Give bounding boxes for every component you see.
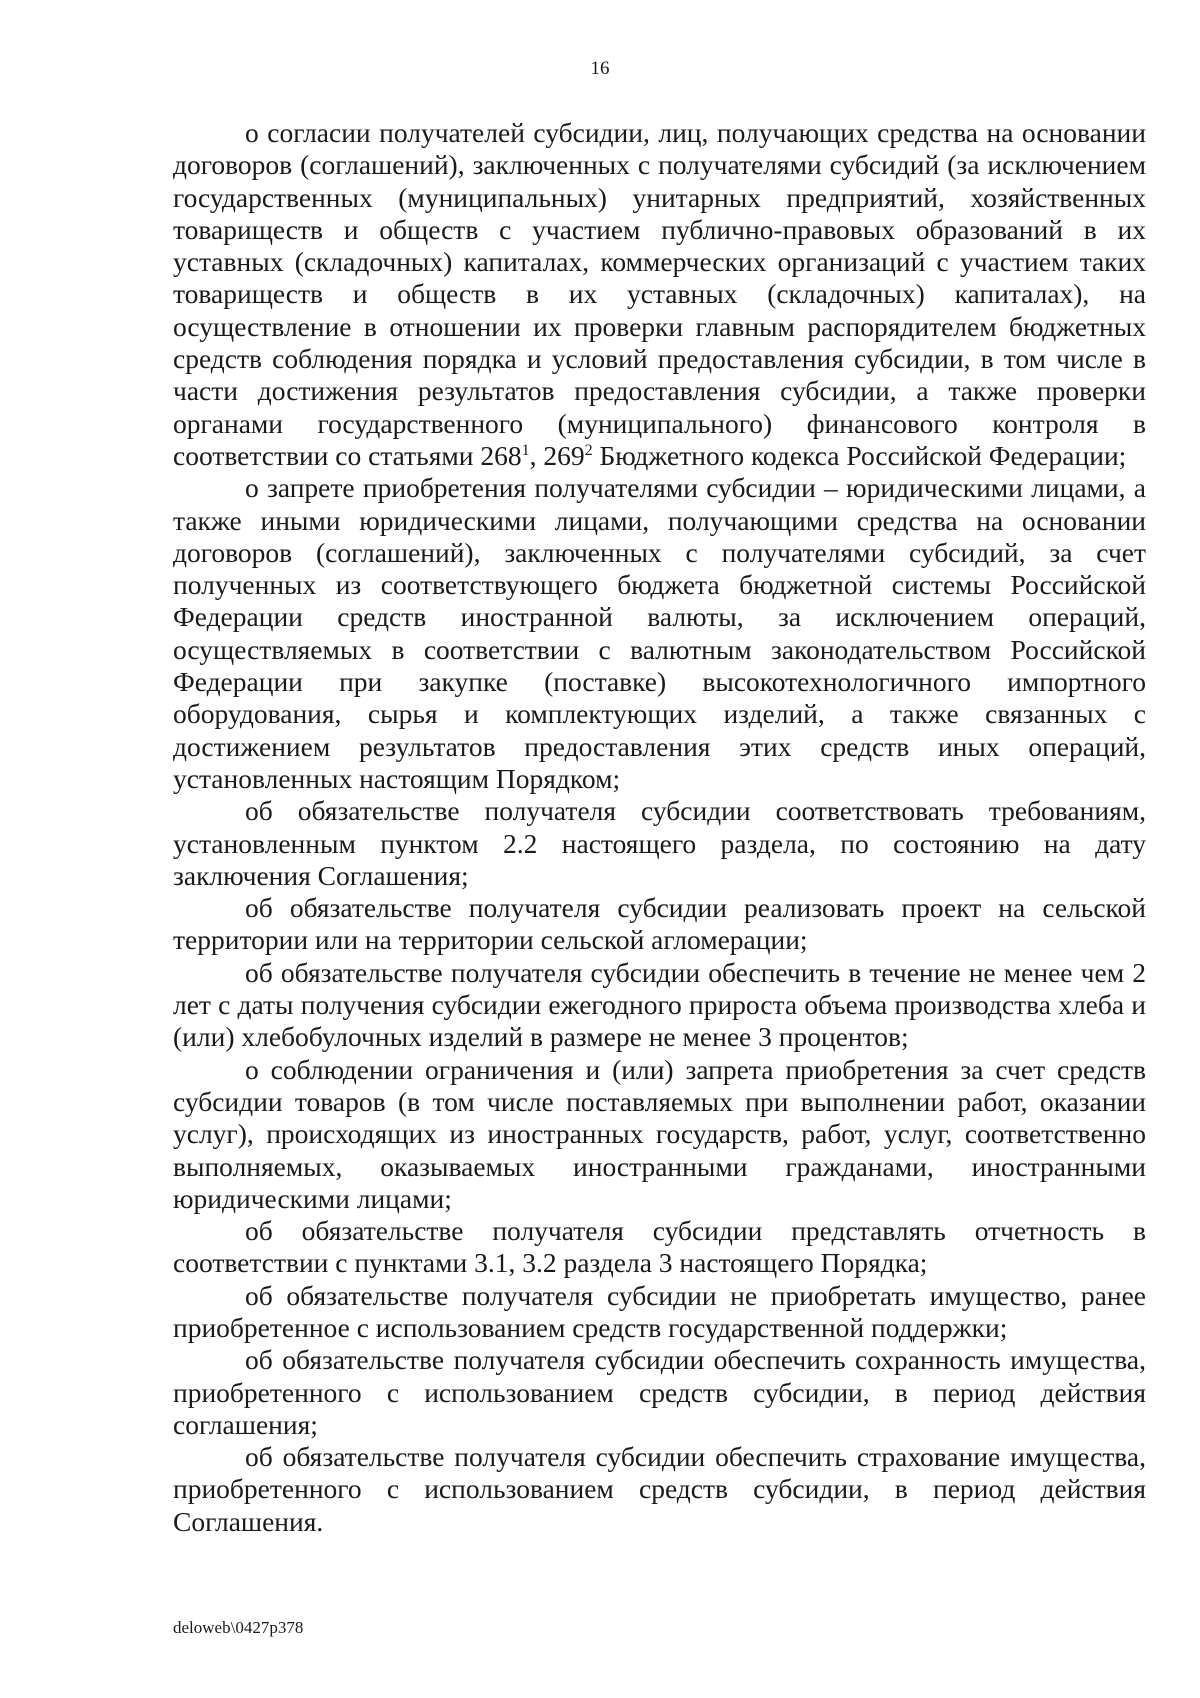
paragraph-property-safety: об обязательстве получателя субсидии обеспечить сохранность имущества, приобретенного с использованием средств субсидии, в период действия соглашения; (173, 1344, 1146, 1440)
superscript-2: 2 (584, 441, 593, 459)
footer-document-code: deloweb\0427p378 (173, 1618, 304, 1637)
superscript-1: 1 (521, 441, 530, 459)
paragraph-text: о согласии получателей субсидии, лиц, получающих средства на основании договоров (соглашений), заключенных с получателями субсидий (за исключением государственных (муниципальных) унитарных предприятий, хозяйственных товариществ и обществ с участием публично-правовых образований в их уставных (складочных) капиталах, коммерческих организаций с участием таких товариществ и обществ в их уставных (складочных) капиталах), на осуществление в отношении их проверки главным распорядителем бюджетных средств соблюдения порядка и условий предоставления субсидии, в том числе в части достижения результатов предоставления субсидии, а также проверки органами государственного (муниципального) финансового контроля в соответствии со статьями 268 (173, 117, 1146, 471)
body-text (173, 117, 1146, 1538)
paragraph-currency-ban: о запрете приобретения получателями субсидии – юридическими лицами, а также иными юридическими лицами, получающими средства на основании договоров (соглашений), заключенных с получателями субсидий, за счет полученных из соответствующего бюджета бюджетной системы Российской Федерации средств иностранной валюты, за исключением операций, осуществляемых в соответствии с валютным законодательством Российской Федерации при закупке (поставке) высокотехнологичного импортного оборудования, сырья и комплектующих изделий, а также связанных с достижением результатов предоставления этих средств иных операций, установленных настоящим Порядком; (173, 472, 1146, 794)
paragraph-consent-to-inspection (173, 117, 1146, 472)
paragraph-property-insurance: об обязательстве получателя субсидии обеспечить страхование имущества, приобретенного с использованием средств субсидии, в период действия Соглашения. (173, 1441, 1146, 1537)
paragraph-requirements-compliance: об обязательстве получателя субсидии соответствовать требованиям, установленным пунктом 2.2 настоящего раздела, по состоянию на дату заключения Соглашения; (173, 795, 1146, 891)
page-number: 16 (590, 58, 610, 79)
paragraph-text-tail: Бюджетного кодекса Российской Федерации; (592, 439, 1127, 471)
paragraph-text-mid: , 269 (529, 439, 585, 471)
paragraph-reporting: об обязательстве получателя субсидии представлять отчетность в соответствии с пунктами 3.1, 3.2 раздела 3 настоящего Порядка; (173, 1215, 1146, 1279)
paragraph-production-growth: об обязательстве получателя субсидии обеспечить в течение не менее чем 2 лет с даты получения субсидии ежегодного прироста объема производства хлеба и (или) хлебобулочных изделий в размере не менее 3 процентов; (173, 956, 1146, 1053)
paragraph-rural-project: об обязательстве получателя субсидии реализовать проект на сельской территории или на территории сельской агломерации; (173, 892, 1146, 956)
paragraph-no-reacquisition: об обязательстве получателя субсидии не приобретать имущество, ранее приобретенное с использованием средств государственной поддержки; (173, 1279, 1146, 1343)
paragraph-foreign-goods-restriction: о соблюдении ограничения и (или) запрета приобретения за счет средств субсидии товаров (в том числе поставляемых при выполнении работ, оказании услуг), происходящих из иностранных государств, работ, услуг, соответственно выполняемых, оказываемых иностранными гражданами, иностранными юридическими лицами; (173, 1053, 1146, 1214)
